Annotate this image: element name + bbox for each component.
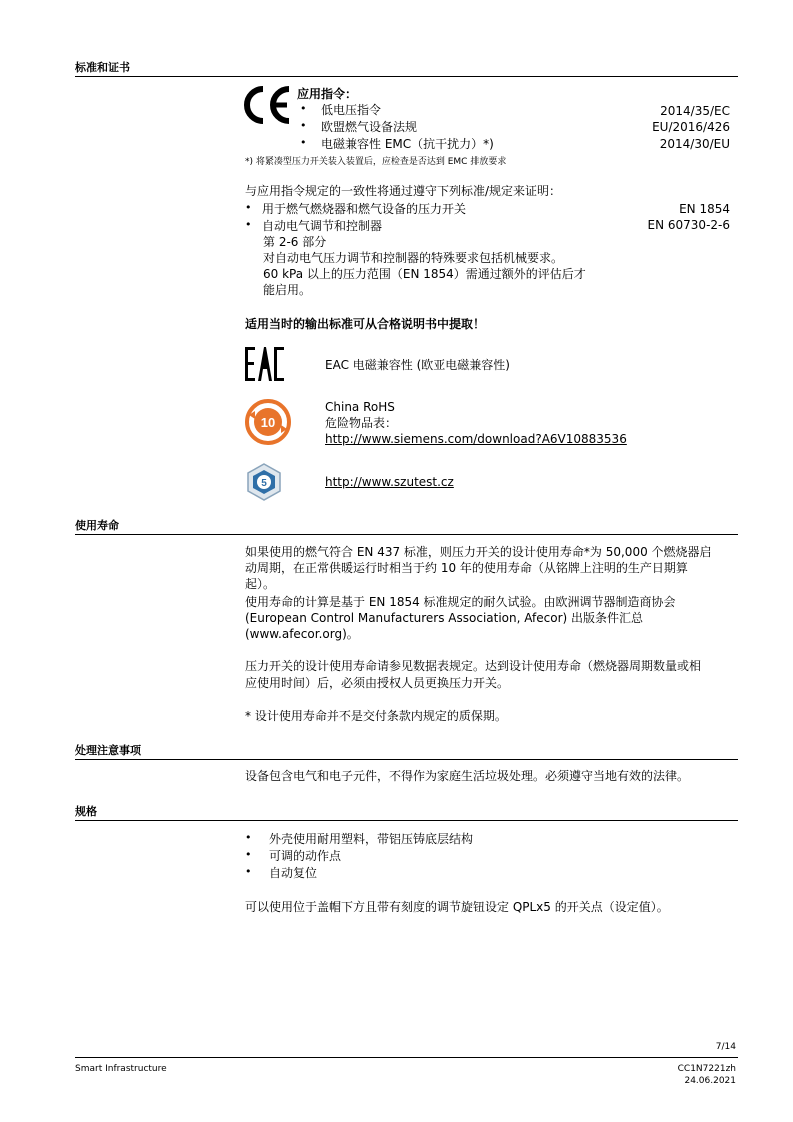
bullet-icon: • (245, 201, 252, 214)
section-heading-lifetime: 使用寿命 (75, 519, 119, 532)
lifetime-text: (www.afecor.org)。 (245, 627, 359, 641)
page-number: 7/14 (715, 1042, 736, 1052)
disposal-text: 设备包含电气和电子元件，不得作为家庭生活垃圾处理。必须遵守当地有效的法律。 (245, 769, 690, 783)
bullet-icon: • (245, 848, 252, 861)
siemens-download-link[interactable]: http://www.siemens.com/download?A6V10883536 (325, 432, 627, 446)
directive-code: 2014/35/EC (660, 104, 730, 118)
standard-code: EN 1854 (679, 202, 730, 216)
standard-label: 用于燃气燃烧器和燃气设备的压力开关 (262, 202, 467, 216)
lifetime-text: 应使用时间）后，必须由授权人员更换压力开关。 (245, 676, 510, 690)
footer-company: Smart Infrastructure (75, 1064, 167, 1074)
standard-label: 自动电气调节和控制器 (262, 219, 383, 233)
svg-text:5: 5 (261, 478, 267, 489)
ce-directives-heading: 应用指令： (297, 87, 358, 101)
eac-logo-icon (245, 347, 285, 381)
lifetime-footnote: * 设计使用寿命并不是交付条款内规定的质保期。 (245, 709, 507, 723)
extract-note: 适用当时的输出标准可从合格说明书中提取！ (245, 317, 486, 331)
section-divider (75, 759, 738, 760)
directive-code: EU/2016/426 (652, 120, 730, 134)
svg-text:10: 10 (260, 415, 276, 430)
ce-footnote: *) 将紧凑型压力开关装入装置后，应检查是否达到 EMC 排放要求 (245, 157, 507, 167)
standard-code: EN 60730-2-6 (647, 218, 730, 232)
szutest-link[interactable]: http://www.szutest.cz (325, 475, 454, 489)
directive-code: 2014/30/EU (659, 137, 730, 151)
rohs-hazard-label: 危险物品表： (325, 416, 398, 430)
footer-doc-id: CC1N7221zh (677, 1064, 736, 1074)
rohs-title: China RoHS (325, 400, 395, 414)
footer-date: 24.06.2021 (684, 1076, 736, 1086)
lifetime-text: 压力开关的设计使用寿命请参见数据表规定。达到设计使用寿命（燃烧器周期数量或相 (245, 659, 702, 673)
conformity-intro: 与应用指令规定的一致性将通过遵守下列标准/规定来证明： (245, 184, 562, 198)
directive-label: 欧盟燃气设备法规 (321, 120, 418, 134)
standard-detail: 对自动电气压力调节和控制器的特殊要求包括机械要求。 (263, 251, 564, 265)
bullet-icon: • (300, 136, 307, 149)
standard-detail: 第 2-6 部分 (263, 235, 327, 249)
bullet-icon: • (300, 102, 307, 115)
lifetime-text: 起）。 (245, 577, 276, 591)
bullet-icon: • (245, 865, 252, 878)
section-divider (75, 534, 738, 535)
lifetime-text: 动周期，在正常供暖运行时相当于约 10 年的使用寿命（从铭牌上注明的生产日期算 (245, 561, 688, 575)
bullet-icon: • (245, 218, 252, 231)
section-heading-disposal: 处理注意事项 (75, 744, 141, 757)
section-heading-specs: 规格 (75, 805, 97, 818)
spec-note: 可以使用位于盖帽下方且带有刻度的调节旋钮设定 QPLx5 的开关点（设定值）。 (245, 900, 669, 914)
section-heading-standards: 标准和证书 (75, 61, 130, 74)
standard-detail: 能启用。 (263, 283, 312, 297)
bullet-icon: • (245, 831, 252, 844)
lifetime-text: 使用寿命的计算是基于 EN 1854 标准规定的耐久试验。由欧洲调节器制造商协会 (245, 595, 676, 609)
bullet-icon: • (300, 119, 307, 132)
eac-text: EAC 电磁兼容性 (欧亚电磁兼容性) (325, 358, 510, 372)
spec-item: 外壳使用耐用塑料，带铝压铸底层结构 (269, 832, 474, 846)
section-divider (75, 820, 738, 821)
china-rohs-10-icon (245, 399, 291, 445)
section-divider (75, 76, 738, 77)
lifetime-text: 如果使用的燃气符合 EN 437 标准，则压力开关的设计使用寿命*为 50,000 个燃烧器启 (245, 545, 712, 559)
szu-certification-icon (246, 463, 282, 501)
standard-detail: 60 kPa 以上的压力范围（EN 1854）需通过额外的评估后才 (263, 267, 586, 281)
spec-item: 可调的动作点 (269, 849, 342, 863)
ce-mark-icon (241, 85, 293, 125)
lifetime-text: (European Control Manufacturers Association, Afecor) 出版条件汇总 (245, 611, 644, 625)
directive-label: 低电压指令 (321, 103, 382, 117)
spec-item: 自动复位 (269, 866, 318, 880)
directive-label: 电磁兼容性 EMC（抗干扰力）*) (321, 137, 494, 151)
footer-divider (75, 1057, 738, 1058)
